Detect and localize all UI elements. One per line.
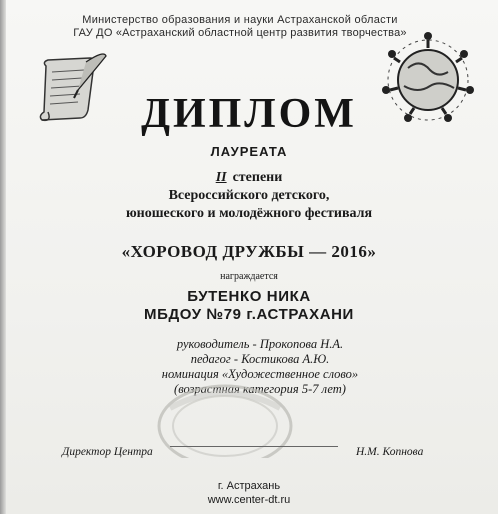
teacher-line: педагог - Костикова А.Ю.	[190, 352, 330, 366]
festival-name: «ХОРОВОД ДРУЖБЫ — 2016»	[121, 242, 377, 261]
signer-name: Н.М. Копнова	[356, 446, 424, 458]
recipient-name: БУТЕНКО НИКА	[187, 288, 311, 305]
website-line: www.center-dt.ru	[207, 494, 291, 506]
recipient-school: МБДОУ №79 г.АСТРАХАНИ	[144, 306, 354, 323]
ministry-line: Министерство образования и науки Астраханской области	[82, 14, 398, 26]
signature-line	[170, 446, 338, 447]
festival-line-1: Всероссийского детского,	[168, 188, 330, 203]
diploma-title: ДИПЛОМ	[141, 91, 357, 137]
laureate-heading: ЛАУРЕАТА	[210, 144, 288, 159]
nomination-line: номинация «Художественное слово»	[161, 367, 359, 381]
city-line: г. Астрахань	[217, 480, 281, 492]
degree-word: степени	[232, 170, 283, 185]
category-line: (возрастная категория 5-7 лет)	[174, 382, 346, 396]
awarded-label: награждается	[220, 271, 278, 282]
institution-line: ГАУ ДО «Астраханский областной центр развития творчества»	[73, 27, 407, 39]
festival-line-2: юношеского и молодёжного фестиваля	[125, 206, 373, 221]
degree-line	[0, 170, 498, 186]
degree-roman: II	[215, 170, 227, 185]
leader-line: руководитель - Прокопова Н.А.	[176, 337, 344, 351]
director-label: Директор Центра	[62, 446, 153, 458]
